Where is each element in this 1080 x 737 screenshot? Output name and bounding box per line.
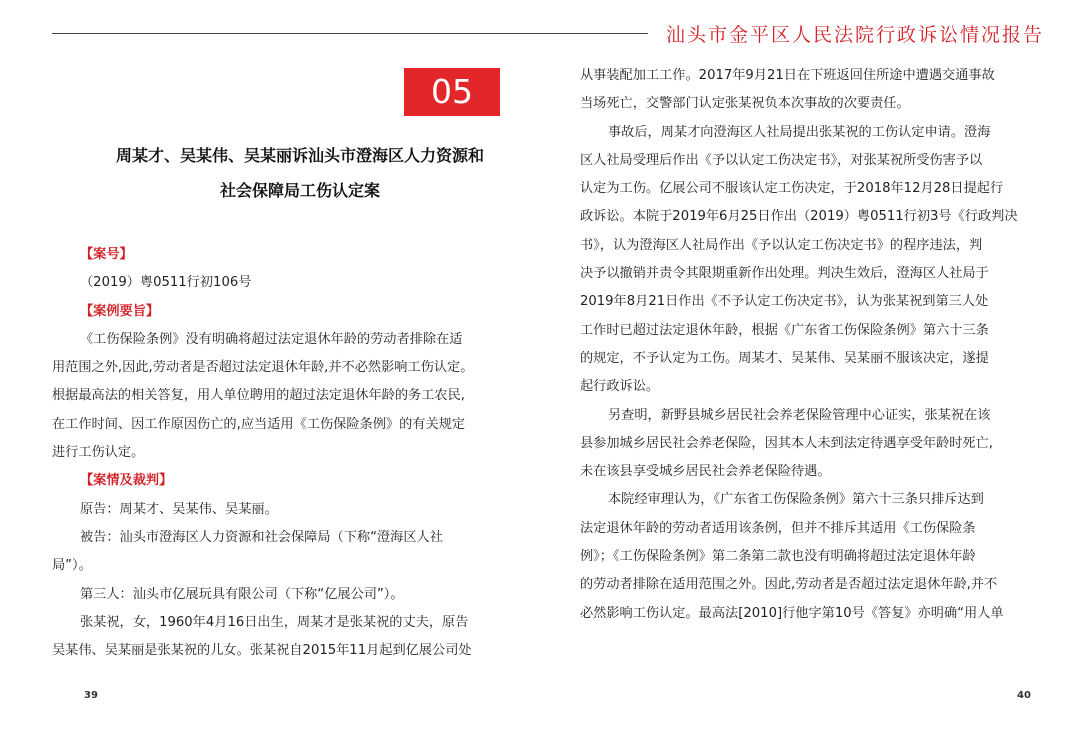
section-heading-facts-judgment: 【案情及裁判】 <box>80 473 173 489</box>
paragraph-line: 决予以撤销并责令其限期重新作出处理。判决生效后，澄海区人社局于 <box>580 266 989 282</box>
paragraph-line: 另查明，新野县城乡居民社会养老保险管理中心证实，张某祝在该 <box>608 407 991 423</box>
case-number-badge: 05 <box>404 68 500 116</box>
paragraph-line: 用范围之外,因此,劳动者是否超过法定退休年龄,并不必然影响工伤认定。 <box>52 360 474 376</box>
paragraph-line: 从事装配加工工作。2017年9月21日在下班返回住所途中遭遇交通事故 <box>580 68 995 83</box>
paragraph-line: 政诉讼。本院于2019年6月25日作出（2019）粤0511行初3号《行政判决 <box>580 209 1018 225</box>
paragraph-line: 认定为工伤。亿展公司不服该认定工伤决定，于2018年12月28日提起行 <box>580 181 1004 197</box>
paragraph-line: 当场死亡，交警部门认定张某祝负本次事故的次要责任。 <box>580 96 910 112</box>
page-number-right: 40 <box>1017 690 1031 701</box>
section-heading-case-number: 【案号】 <box>80 247 133 262</box>
header-rule <box>52 33 648 34</box>
plaintiff-line: 原告：周某才、吴某伟、吴某丽。 <box>80 501 278 517</box>
paragraph-line: 2019年8月21日作出《不予认定工伤决定书》，认为张某祝到第三人处 <box>580 294 989 310</box>
paragraph-line: 进行工伤认定。 <box>52 445 145 461</box>
paragraph-line: 县参加城乡居民社会养老保险，因其本人未到法定待遇享受年龄时死亡, <box>580 435 994 451</box>
defendant-line: 被告：汕头市澄海区人力资源和社会保障局（下称“澄海区人社 <box>80 529 443 545</box>
left-column <box>52 241 512 665</box>
paragraph-line: 起行政诉讼。 <box>580 379 660 395</box>
paragraph-line: 张某祝，女，1960年4月16日出生，周某才是张某祝的丈夫，原告 <box>80 614 469 630</box>
paragraph-line: 局”）。 <box>52 558 92 574</box>
report-header-title: 汕头市金平区人民法院行政诉讼情况报告 <box>665 24 1044 46</box>
paragraph-line: 本院经审理认为，《广东省工伤保险条例》第六十三条只排斥达到 <box>608 492 984 508</box>
paragraph-line: 《工伤保险条例》没有明确将超过法定退休年龄的劳动者排除在适 <box>80 331 463 347</box>
paragraph-line: 根据最高法的相关答复，用人单位聘用的超过法定退休年龄的务工农民, <box>52 388 466 404</box>
paragraph-line: 书》，认为澄海区人社局作出《予以认定工伤决定书》的程序违法，判 <box>580 237 983 253</box>
paragraph-line: 事故后，周某才向澄海区人社局提出张某祝的工伤认定申请。澄海 <box>608 124 991 140</box>
paragraph-line: 未在该县享受城乡居民社会养老保险待遇。 <box>580 464 831 480</box>
section-heading-case-summary: 【案例要旨】 <box>80 303 160 319</box>
case-title-line-2: 社会保障局工伤认定案 <box>219 181 380 200</box>
paragraph-line: 的劳动者排除在适用范围之外。因此,劳动者是否超过法定退休年龄,并不 <box>580 577 998 593</box>
paragraph-line: 区人社局受理后作出《予以认定工伤决定书》，对张某祝所受伤害予以 <box>580 152 983 168</box>
right-column <box>580 62 1040 628</box>
paragraph-line: 在工作时间、因工作原因伤亡的,应当适用《工伤保险条例》的有关规定 <box>52 416 466 432</box>
page-number-left: 39 <box>84 690 98 701</box>
paragraph-line: 吴某伟、吴某丽是张某祝的儿女。张某祝自2015年11月起到亿展公司处 <box>52 643 472 659</box>
case-number-text: （2019）粤0511行初106号 <box>80 275 252 291</box>
paragraph-line: 法定退休年龄的劳动者适用该条例，但并不排斥其适用《工伤保险条 <box>580 520 976 536</box>
third-party-line: 第三人：汕头市亿展玩具有限公司（下称“亿展公司”）。 <box>80 586 404 602</box>
case-title-line-1: 周某才、吴某伟、吴某丽诉汕头市澄海区人力资源和 <box>115 146 484 165</box>
paragraph-line: 的规定，不予认定为工伤。周某才、吴某伟、吴某丽不服该决定，遂提 <box>580 350 989 366</box>
paragraph-line: 工作时已超过法定退休年龄，根据《广东省工伤保险条例》第六十三条 <box>580 322 989 338</box>
paragraph-line: 例》；《工伤保险条例》第二条第二款也没有明确将超过法定退休年龄 <box>580 549 976 565</box>
paragraph-line: 必然影响工伤认定。最高法[2010]行他字第10号《答复》亦明确“用人单 <box>580 605 1004 621</box>
